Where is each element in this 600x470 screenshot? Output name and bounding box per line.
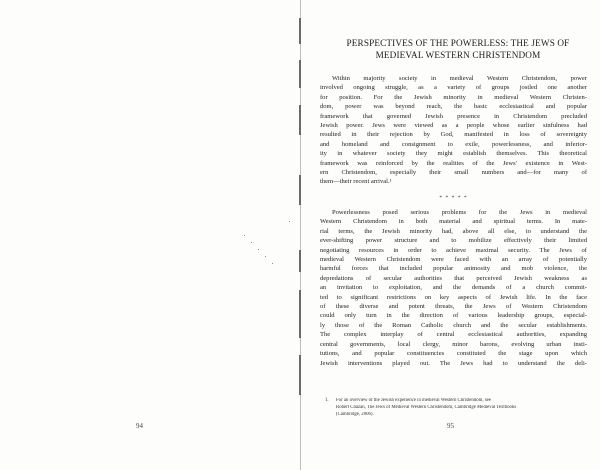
text-line: Jewish power. Jews were viewed as a people whose earlier sinfulness had bbox=[320, 122, 587, 130]
text-line: an invitation to exploitation, and the demands of a church commit- bbox=[320, 284, 587, 292]
footnote-line: (Cambridge, 2006). bbox=[336, 411, 374, 417]
text-line: medieval Western Christendom were faced with an array of potentially bbox=[320, 256, 587, 264]
text-line: harmful forces that included popular animosity and mob violence, the bbox=[320, 265, 587, 273]
text-line: and homeland and consignment to exile, powerlessness, and inferior- bbox=[320, 140, 587, 148]
text-line: dom, power was beyond reach, the basic ecclesiastical and popular bbox=[320, 103, 587, 111]
gutter-shadow-bar bbox=[299, 18, 301, 44]
chapter-title-line: PERSPECTIVES OF THE POWERLESS: THE JEWS OF bbox=[346, 38, 570, 48]
gutter-shadow-bar bbox=[299, 175, 301, 205]
footnote-number: 1. bbox=[325, 398, 329, 403]
text-line: rial terms, the Jewish minority had, above all else, to understand the bbox=[320, 227, 587, 235]
chapter-title bbox=[324, 38, 592, 61]
text-line: Jewish interventions played out. The Jews had to understand the deli- bbox=[320, 359, 587, 367]
text-line: for position. For the Jewish minority in medieval Western Christen- bbox=[320, 93, 587, 101]
text-line: central governments, local clergy, minor barons, evolving urban insti- bbox=[320, 340, 587, 348]
text-line: resulted in their rejection by God, manifested in loss of sovereignty bbox=[320, 131, 587, 139]
scan-speck bbox=[258, 249, 259, 250]
gutter-shadow-bar bbox=[299, 60, 301, 88]
text-line: ever-shifting power structure and to mobilize effectively their limited bbox=[320, 237, 587, 245]
text-line: Within majority society in medieval Western Christendom, power bbox=[332, 75, 587, 82]
text-line: ly those of the Roman Catholic church and the secular establishments. bbox=[320, 321, 587, 329]
text-line: ted to significant restrictions on key aspects of Jewish life. In the face bbox=[320, 293, 587, 301]
gutter-shadow-bar bbox=[299, 355, 301, 395]
text-line: Western Christendom in both material and spiritual terms. In mate- bbox=[320, 218, 587, 226]
text-line: of these diverse and potent threats, the Jews of Western Christendom bbox=[320, 303, 587, 311]
text-line: tutions, and popular constituencies constituted the stage upon which bbox=[320, 350, 587, 358]
text-line: ern Christendom, especially their small numbers and—for many of bbox=[320, 169, 587, 177]
gutter-shadow-bar bbox=[299, 105, 301, 135]
footnote-line: For an overview of the Jewish experience in medieval Western Christendom, see bbox=[336, 398, 491, 403]
scan-speck bbox=[244, 235, 245, 236]
scan-speck bbox=[265, 256, 266, 257]
paragraph-1 bbox=[320, 74, 587, 187]
text-line: The complex interplay of central ecclesiastical authorities, expanding bbox=[320, 331, 587, 339]
text-line: framework that governed Jewish presence in Christendom precluded bbox=[320, 112, 587, 120]
text-line: Powerlessness posed serious problems for the Jews in medieval bbox=[332, 209, 587, 216]
right-page-number: 95 bbox=[447, 422, 454, 430]
text-line: them—their recent arrival.¹ bbox=[320, 178, 392, 186]
text-line: framework was reinforced by the realities of the Jews' existence in West- bbox=[320, 159, 587, 167]
footnote-line: Robert Chazan, The Jews of Medieval Western Christendom, Cambridge Medieval Textbooks bbox=[336, 404, 517, 410]
scan-speck bbox=[272, 263, 273, 264]
footnote bbox=[325, 398, 586, 418]
text-line: ity in whatever society they might establish themselves. This theoretical bbox=[320, 150, 587, 158]
section-separator: * * * * * bbox=[439, 195, 468, 201]
text-line: negotiating resources in order to achieve maximal security. The Jews of bbox=[320, 246, 587, 254]
text-line: involved ongoing struggle, as a variety of groups jostled one another bbox=[320, 84, 587, 92]
left-page-number: 94 bbox=[136, 422, 143, 430]
gutter-shadow-bar bbox=[299, 250, 301, 272]
paragraph-2 bbox=[320, 208, 587, 368]
text-line: could only turn in the direction of various leadership groups, especial- bbox=[320, 312, 587, 320]
gutter-shadow-bar bbox=[299, 290, 301, 338]
scan-speck bbox=[251, 242, 252, 243]
text-line: depredations of secular authorities that perceived Jewish weakness as bbox=[320, 274, 587, 282]
chapter-title-line: MEDIEVAL WESTERN CHRISTENDOM bbox=[375, 49, 541, 60]
scan-speck bbox=[289, 221, 290, 222]
